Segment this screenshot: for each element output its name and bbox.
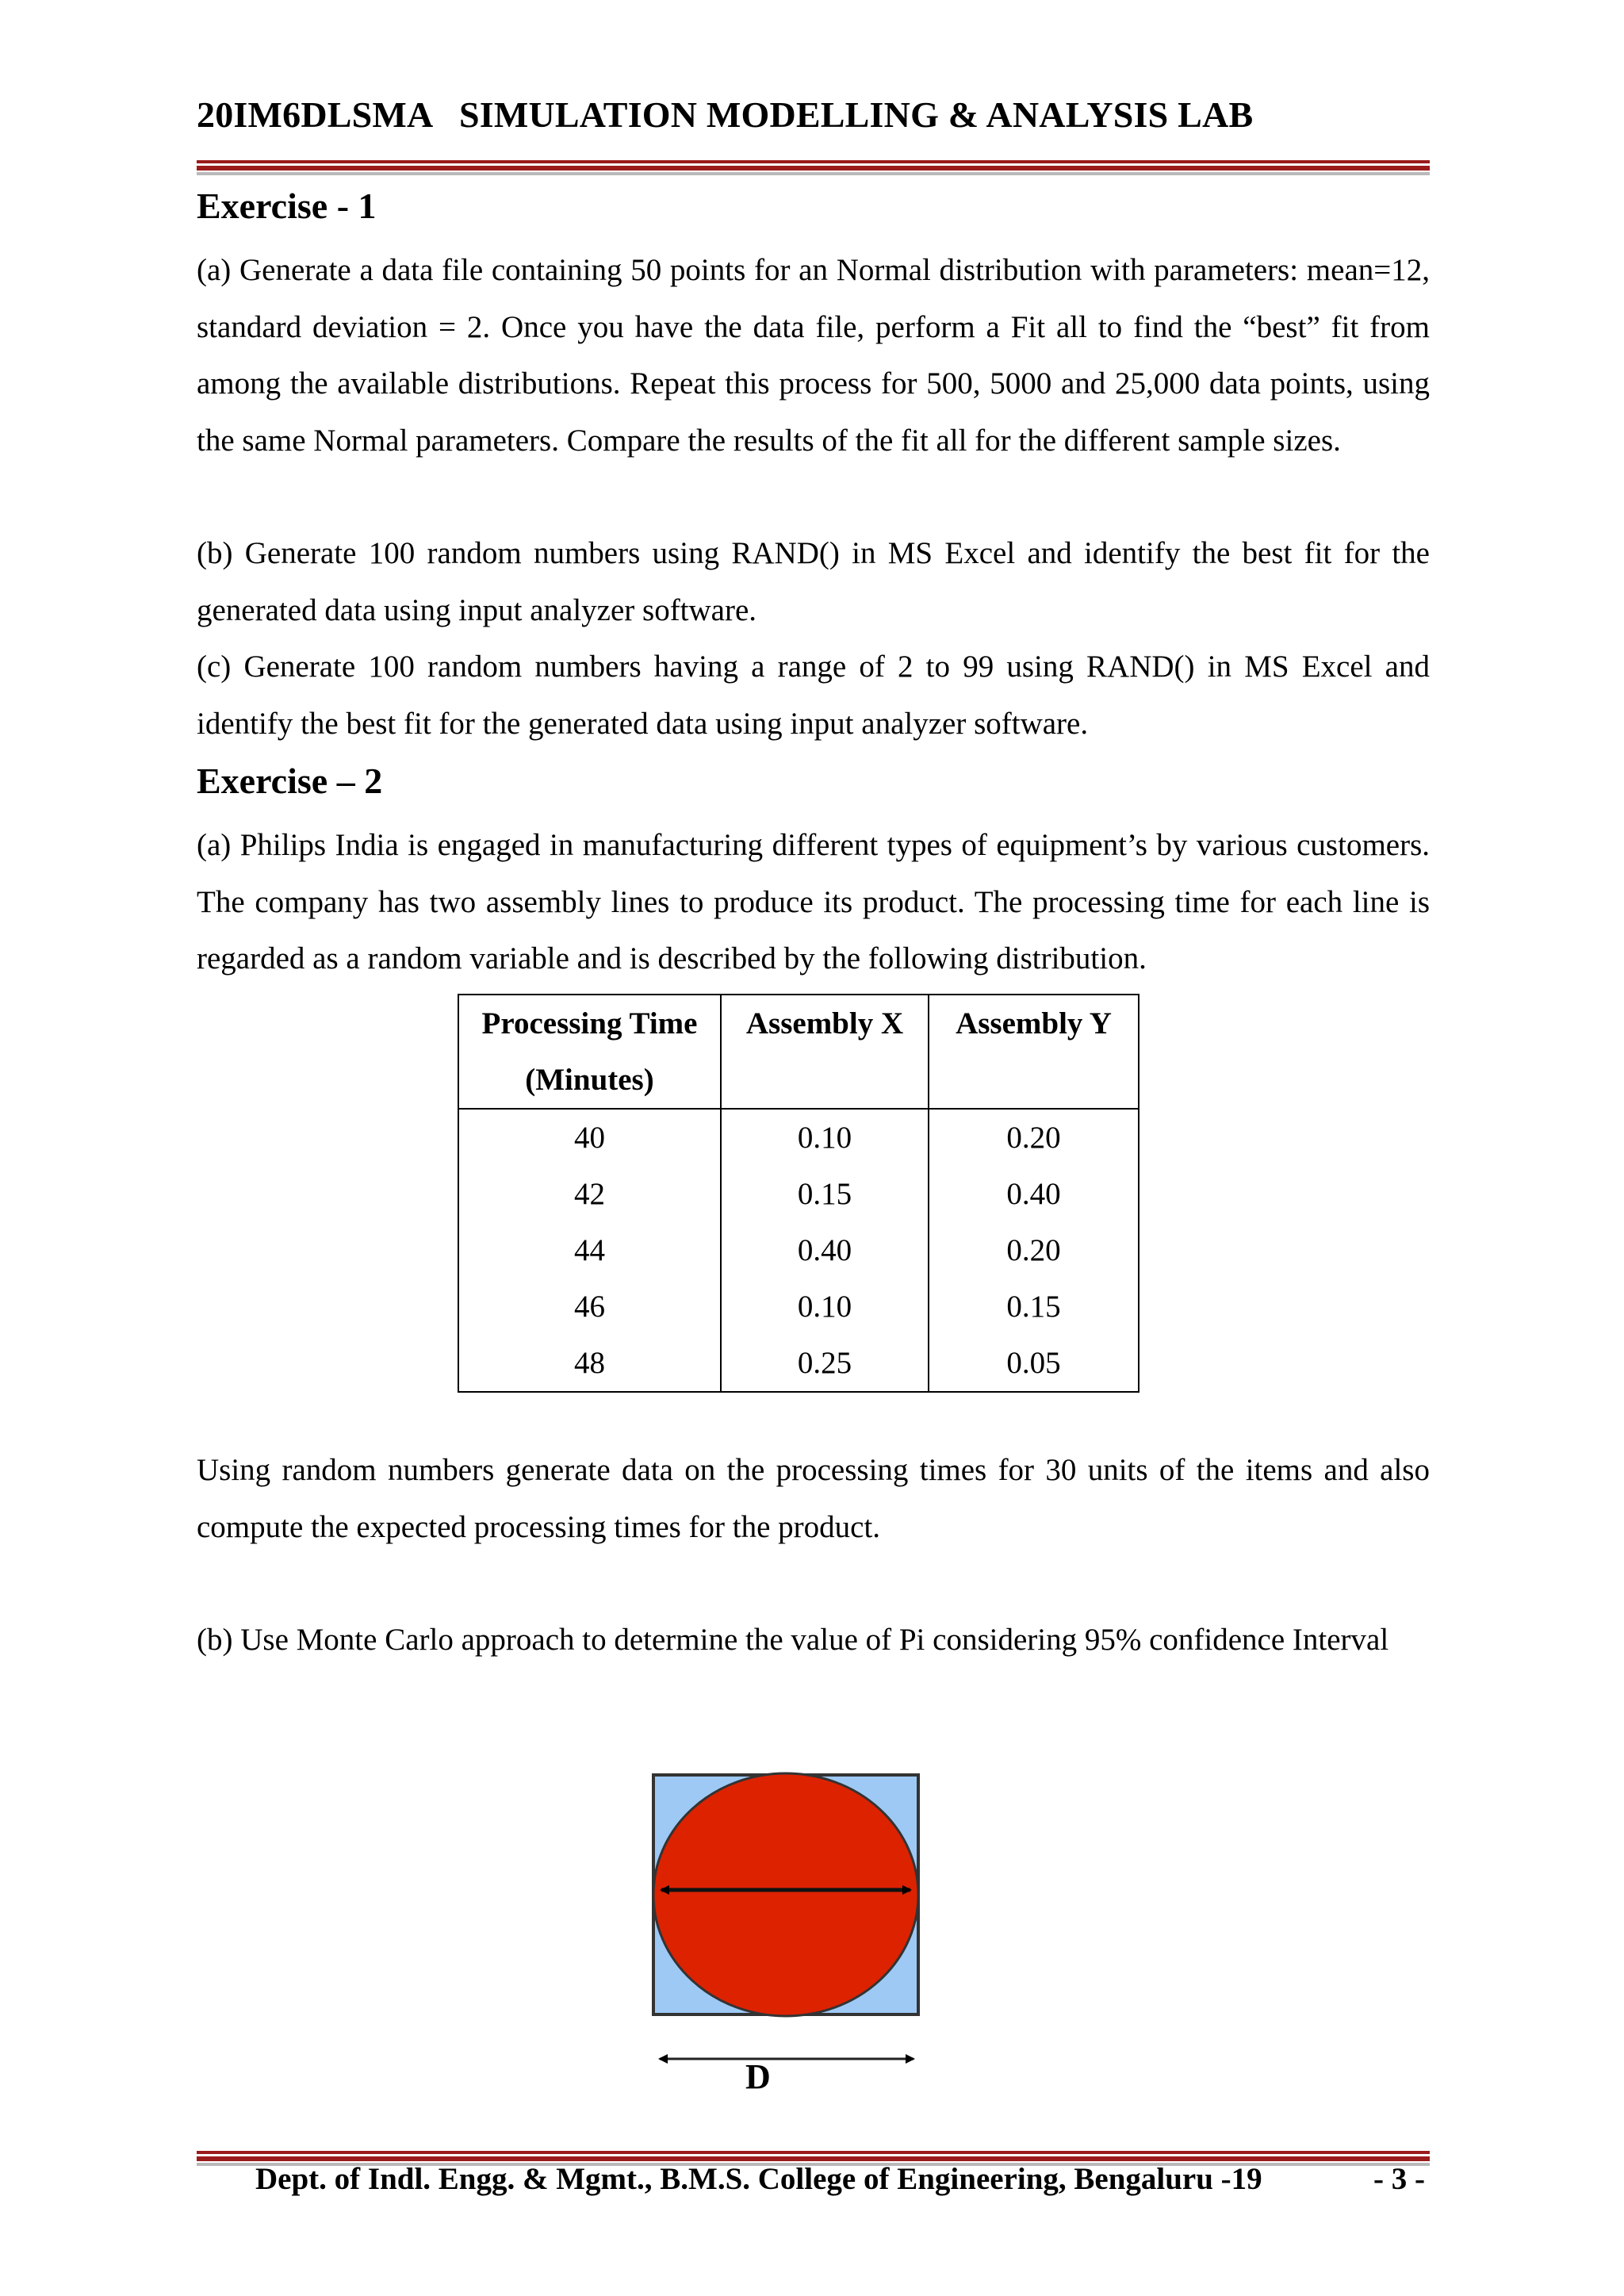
footer-department-text: Dept. of Indl. Engg. & Mgmt., B.M.S. College of Engineering, Bengaluru -19 bbox=[255, 2162, 1262, 2196]
table-cell: 0.40 bbox=[929, 1166, 1139, 1222]
monte-carlo-figure bbox=[650, 1769, 928, 2106]
header-minutes-label: (Minutes) bbox=[525, 1063, 654, 1097]
page-number: - 3 - bbox=[1373, 2162, 1425, 2196]
header-processing-time-label: Processing Time bbox=[481, 1006, 698, 1041]
diameter-label: D bbox=[745, 2057, 771, 2096]
table-cell: 0.20 bbox=[929, 1222, 1139, 1278]
exercise-1-heading: Exercise - 1 bbox=[197, 186, 377, 226]
table-header-row bbox=[458, 995, 1139, 1109]
circle-shape bbox=[653, 1773, 918, 2016]
table-cell: 0.10 bbox=[721, 1109, 929, 1166]
table-cell: 0.10 bbox=[721, 1278, 929, 1335]
exercise-1-part-c: (c) Generate 100 random numbers having a range of 2 to 99 using RAND() in MS Excel and identify the best fit for the generated data using input analyzer software. bbox=[197, 650, 1430, 741]
table-header-assembly-x: Assembly X bbox=[721, 995, 929, 1109]
table-row bbox=[458, 1109, 1139, 1166]
table-cell: 0.20 bbox=[929, 1109, 1139, 1166]
table-cell: 0.15 bbox=[721, 1166, 929, 1222]
circle-in-square-diagram bbox=[650, 1769, 928, 2102]
table-cell: 0.25 bbox=[721, 1335, 929, 1392]
page-header-title: 20IM6DLSMA SIMULATION MODELLING & ANALYSIS LAB bbox=[197, 94, 1254, 135]
table-header-assembly-y: Assembly Y bbox=[929, 995, 1139, 1109]
table-row bbox=[458, 1166, 1139, 1222]
table-cell: 48 bbox=[458, 1335, 721, 1392]
exercise-2-part-a: (a) Philips India is engaged in manufacturing different types of equipment’s by various customers. The company has two assembly lines to produce its product. The processing time for each line is regarded as a random variable and is described by the following distribution. bbox=[197, 828, 1430, 976]
table-cell: 46 bbox=[458, 1278, 721, 1335]
table-row bbox=[458, 1222, 1139, 1278]
exercise-1-part-b: (b) Generate 100 random numbers using RAND() in MS Excel and identify the best fit for the generated data using input analyzer software. bbox=[197, 536, 1430, 627]
exercise-2-part-b: (b) Use Monte Carlo approach to determine the value of Pi considering 95% confidence Interval bbox=[197, 1623, 1389, 1657]
exercise-2-after-table-text: Using random numbers generate data on the processing times for 30 units of the items and also compute the expected processing times for the product. bbox=[197, 1453, 1430, 1544]
table-row bbox=[458, 1335, 1139, 1392]
table-cell: 0.40 bbox=[721, 1222, 929, 1278]
table-row bbox=[458, 1278, 1139, 1335]
table-cell: 0.15 bbox=[929, 1278, 1139, 1335]
header-rule bbox=[197, 160, 1430, 175]
processing-time-table bbox=[458, 994, 1139, 1393]
table-cell: 0.05 bbox=[929, 1335, 1139, 1392]
exercise-1-part-a: (a) Generate a data file containing 50 points for an Normal distribution with parameters: mean=12, standard deviation = 2. Once you have the data file, perform a Fit all to find the “best” fit from among the available distributions. Repeat this process for 500, 5000 and 25,000 data points, using the same Normal parameters. Compare the results of the fit all for the different sample sizes. bbox=[197, 253, 1430, 458]
table-cell: 40 bbox=[458, 1109, 721, 1166]
exercise-2-heading: Exercise – 2 bbox=[197, 761, 383, 801]
table-header-processing-time bbox=[458, 995, 721, 1109]
table-cell: 42 bbox=[458, 1166, 721, 1222]
table-cell: 44 bbox=[458, 1222, 721, 1278]
